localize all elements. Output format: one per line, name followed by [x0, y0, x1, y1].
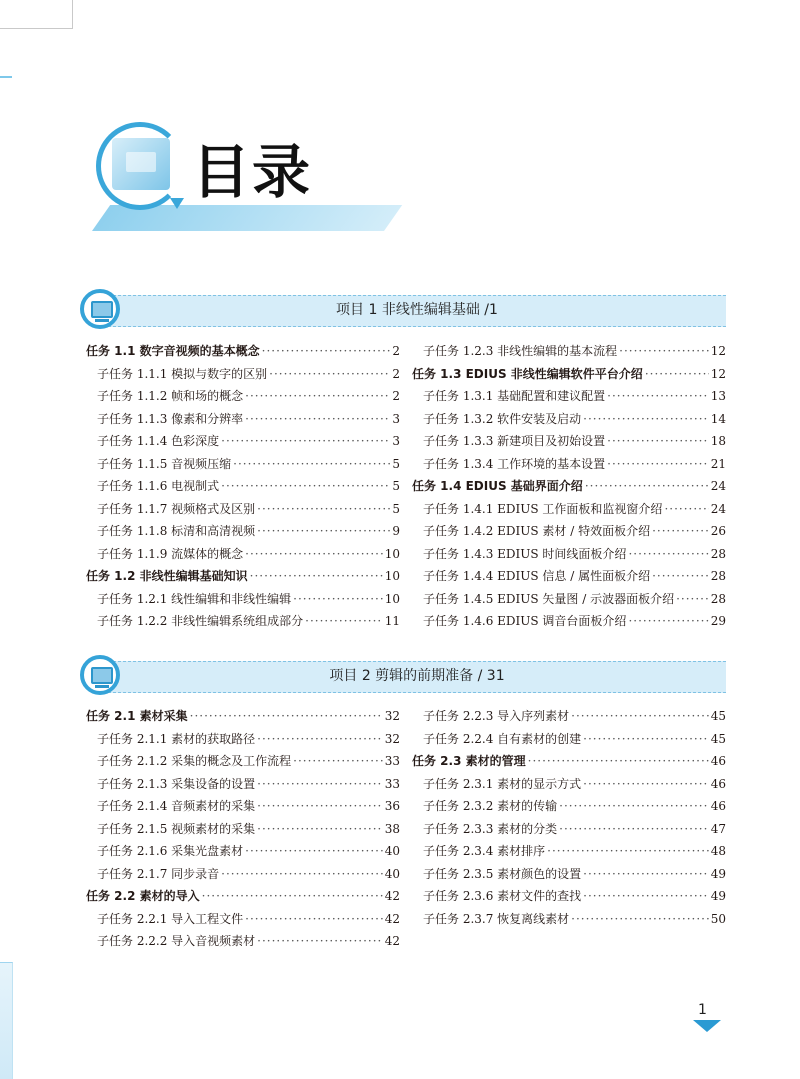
- toc-subtask-entry[interactable]: [412, 908, 726, 931]
- title-block: [92, 120, 392, 235]
- leader-dots: [583, 863, 709, 886]
- toc-page-number: 32: [384, 731, 400, 746]
- computer-icon: [80, 655, 120, 695]
- toc-entry-label: 子任务 2.1.4 音频素材的采集: [97, 799, 256, 813]
- leader-dots: [293, 750, 383, 773]
- toc-page-number: 18: [710, 434, 726, 448]
- toc-entry-label: 子任务 2.3.1 素材的显示方式: [423, 776, 582, 791]
- toc-subtask-entry[interactable]: [86, 385, 400, 408]
- leader-dots: [293, 588, 383, 611]
- toc-subtask-entry[interactable]: [86, 818, 400, 841]
- toc-page-number: 10: [384, 591, 400, 606]
- leader-dots: [607, 385, 709, 408]
- toc-entry-label: 子任务 1.1.2 帧和场的概念: [97, 389, 244, 403]
- toc-subtask-entry[interactable]: [86, 588, 400, 611]
- toc-page-number: 5: [392, 501, 400, 516]
- toc-page-number: 12: [710, 366, 726, 381]
- project-1-right-column: [412, 340, 726, 633]
- toc-entry-label: 子任务 1.1.5 音视频压缩: [97, 456, 232, 471]
- leader-dots: [257, 930, 383, 953]
- leader-dots: [202, 885, 383, 908]
- leader-dots: [607, 430, 709, 453]
- toc-entry-label: 任务 2.1 素材采集: [86, 709, 188, 723]
- toc-subtask-entry[interactable]: [412, 795, 726, 818]
- toc-subtask-entry[interactable]: [86, 863, 400, 886]
- toc-subtask-entry[interactable]: [86, 520, 400, 543]
- leader-dots: [607, 453, 709, 476]
- toc-page-number: 10: [384, 569, 400, 583]
- toc-page-number: 3: [392, 411, 400, 426]
- toc-entry-label: 任务 1.3 EDIUS 非线性编辑软件平台介绍: [412, 366, 643, 381]
- toc-entry-label: 任务 1.4 EDIUS 基础界面介绍: [412, 479, 583, 493]
- toc-entry-label: 子任务 2.2.1 导入工程文件: [97, 911, 244, 926]
- toc-entry-label: 子任务 2.3.4 素材排序: [423, 844, 546, 858]
- leader-dots: [571, 908, 709, 931]
- leader-dots: [250, 565, 383, 588]
- toc-subtask-entry[interactable]: [86, 795, 400, 818]
- toc-entry-label: 子任务 2.2.4 自有素材的创建: [423, 731, 582, 746]
- toc-subtask-entry[interactable]: [412, 453, 726, 476]
- toc-subtask-entry[interactable]: [412, 840, 726, 863]
- toc-entry-label: 任务 2.3 素材的管理: [412, 754, 526, 768]
- leader-dots: [559, 795, 709, 818]
- toc-subtask-entry[interactable]: [86, 840, 400, 863]
- toc-subtask-entry[interactable]: [86, 408, 400, 431]
- side-tab-decoration: [0, 962, 13, 1079]
- toc-entry-label: 子任务 1.1.8 标清和高清视频: [97, 524, 256, 538]
- toc-entry-label: 子任务 2.3.2 素材的传输: [423, 799, 558, 813]
- toc-subtask-entry[interactable]: [86, 750, 400, 773]
- toc-entry-label: 子任务 2.1.6 采集光盘素材: [97, 844, 244, 858]
- toc-page-number: 21: [710, 456, 726, 471]
- leader-dots: [190, 705, 383, 728]
- leader-dots: [221, 475, 390, 498]
- toc-page-number: 12: [710, 344, 726, 358]
- page-arrow-icon: [693, 1020, 721, 1032]
- leader-dots: [652, 565, 709, 588]
- toc-subtask-entry[interactable]: [412, 773, 726, 796]
- toc-page-number: 5: [392, 456, 400, 471]
- toc-entry-label: 子任务 1.2.1 线性编辑和非线性编辑: [97, 591, 292, 606]
- leader-dots: [619, 340, 709, 363]
- toc-entry-label: 子任务 1.4.1 EDIUS 工作面板和监视窗介绍: [423, 501, 663, 516]
- toc-task-entry[interactable]: [86, 565, 400, 588]
- leader-dots: [257, 498, 390, 521]
- toc-entry-label: 子任务 1.3.4 工作环境的基本设置: [423, 456, 606, 471]
- toc-page-number: 46: [710, 754, 726, 768]
- margin-tick: [0, 76, 12, 78]
- project-1-left-column: [86, 340, 400, 633]
- toc-entry-label: 子任务 1.4.5 EDIUS 矢量图 / 示波器面板介绍: [423, 591, 675, 606]
- computer-icon: [80, 289, 120, 329]
- toc-page-number: 45: [710, 709, 726, 723]
- project-2-header: [80, 655, 726, 695]
- toc-task-entry[interactable]: [412, 475, 726, 498]
- toc-subtask-entry[interactable]: [86, 908, 400, 931]
- leader-dots: [571, 705, 709, 728]
- toc-page-number: 32: [384, 709, 400, 723]
- toc-entry-label: 子任务 1.4.6 EDIUS 调音台面板介绍: [423, 614, 627, 628]
- leader-dots: [257, 818, 383, 841]
- toc-subtask-entry[interactable]: [412, 498, 726, 521]
- leader-dots: [652, 520, 709, 543]
- toc-page-number: 49: [710, 866, 726, 881]
- toc-subtask-entry[interactable]: [86, 475, 400, 498]
- toc-entry-label: 子任务 2.3.5 素材颜色的设置: [423, 866, 582, 881]
- toc-entry-label: 子任务 1.4.4 EDIUS 信息 / 属性面板介绍: [423, 569, 651, 583]
- toc-entry-label: 子任务 1.4.3 EDIUS 时间线面板介绍: [423, 546, 627, 561]
- toc-subtask-entry[interactable]: [86, 728, 400, 751]
- toc-task-entry[interactable]: [412, 750, 726, 773]
- toc-page-number: 28: [710, 546, 726, 561]
- toc-page-number: 26: [710, 524, 726, 538]
- toc-subtask-entry[interactable]: [86, 773, 400, 796]
- leader-dots: [262, 340, 391, 363]
- leader-dots: [245, 840, 383, 863]
- toc-page-number: 46: [710, 799, 726, 813]
- toc-page-number: 5: [392, 479, 400, 493]
- toc-subtask-entry[interactable]: [86, 498, 400, 521]
- toc-entry-label: 子任务 1.3.2 软件安装及启动: [423, 411, 582, 426]
- leader-dots: [664, 498, 708, 521]
- leader-dots: [583, 408, 709, 431]
- toc-page-number: 48: [710, 844, 726, 858]
- toc-entry-label: 子任务 1.3.3 新建项目及初始设置: [423, 434, 606, 448]
- toc-subtask-entry[interactable]: [412, 520, 726, 543]
- toc-task-entry[interactable]: [86, 885, 400, 908]
- toc-entry-label: 子任务 2.3.7 恢复离线素材: [423, 911, 570, 926]
- leader-dots: [305, 610, 383, 633]
- leader-dots: [245, 408, 390, 431]
- toc-page-number: 28: [710, 569, 726, 583]
- toc-subtask-entry[interactable]: [86, 430, 400, 453]
- toc-subtask-entry[interactable]: [86, 610, 400, 633]
- toc-page-number: 50: [710, 911, 726, 926]
- toc-task-entry[interactable]: [86, 340, 400, 363]
- toc-page-number: 3: [392, 434, 400, 448]
- toc-task-entry[interactable]: [86, 705, 400, 728]
- toc-subtask-entry[interactable]: [412, 610, 726, 633]
- leader-dots: [547, 840, 709, 863]
- toc-subtask-entry[interactable]: [86, 453, 400, 476]
- leader-dots: [245, 543, 383, 566]
- toc-page-number: 47: [710, 821, 726, 836]
- leader-dots: [221, 430, 390, 453]
- toc-page-number: 33: [384, 776, 400, 791]
- toc-entry-label: 子任务 2.2.2 导入音视频素材: [97, 934, 256, 948]
- ring-arrow-icon: [170, 198, 184, 209]
- toc-entry-label: 子任务 1.1.1 模拟与数字的区别: [97, 366, 268, 381]
- project-2-left-column: [86, 705, 400, 953]
- toc-entry-label: 子任务 2.1.3 采集设备的设置: [97, 776, 256, 791]
- toc-subtask-entry[interactable]: [412, 588, 726, 611]
- toc-subtask-entry[interactable]: [412, 340, 726, 363]
- corner-frame: [0, 0, 73, 29]
- toc-subtask-entry[interactable]: [412, 408, 726, 431]
- leader-dots: [676, 588, 709, 611]
- toc-subtask-entry[interactable]: [412, 543, 726, 566]
- toc-page-number: 36: [384, 799, 400, 813]
- toc-page-number: 42: [384, 934, 400, 948]
- leader-dots: [257, 520, 390, 543]
- leader-dots: [583, 728, 709, 751]
- toc-entry-label: 子任务 2.2.3 导入序列素材: [423, 709, 570, 723]
- toc-page-number: 24: [710, 479, 726, 493]
- toc-entry-label: 子任务 1.1.4 色彩深度: [97, 434, 220, 448]
- toc-entry-label: 子任务 2.1.1 素材的获取路径: [97, 731, 256, 746]
- leader-dots: [257, 728, 383, 751]
- toc-entry-label: 子任务 2.1.7 同步录音: [97, 866, 220, 881]
- toc-page-number: 11: [384, 614, 400, 628]
- toc-entry-label: 子任务 2.3.6 素材文件的查找: [423, 889, 582, 903]
- toc-page-number: 49: [710, 889, 726, 903]
- leader-dots: [245, 908, 383, 931]
- toc-task-entry[interactable]: [412, 363, 726, 386]
- toc-entry-label: 子任务 1.1.9 流媒体的概念: [97, 546, 244, 561]
- toc-page-number: 42: [384, 889, 400, 903]
- leader-dots: [583, 773, 709, 796]
- toc-entry-label: 子任务 2.1.2 采集的概念及工作流程: [97, 754, 292, 768]
- toc-entry-label: 任务 1.1 数字音视频的基本概念: [86, 344, 260, 358]
- toc-page-number: 40: [384, 866, 400, 881]
- leader-dots: [269, 363, 390, 386]
- toc-subtask-entry[interactable]: [412, 430, 726, 453]
- project-2-right-column: [412, 705, 726, 930]
- toc-page-number: 24: [710, 501, 726, 516]
- toc-page-number: 10: [384, 546, 400, 561]
- toc-page-number: 2: [392, 389, 400, 403]
- toc-entry-label: 任务 2.2 素材的导入: [86, 889, 200, 903]
- leader-dots: [257, 795, 383, 818]
- toc-page-number: 29: [710, 614, 726, 628]
- toc-entry-label: 任务 1.2 非线性编辑基础知识: [86, 569, 248, 583]
- leader-dots: [645, 363, 709, 386]
- page-title: 目录: [192, 138, 313, 206]
- leader-dots: [221, 863, 383, 886]
- project-2-title: 项目 2 剪辑的前期准备 / 31: [329, 668, 505, 684]
- leader-dots: [559, 818, 709, 841]
- toc-entry-label: 子任务 1.1.7 视频格式及区别: [97, 501, 256, 516]
- leader-dots: [585, 475, 709, 498]
- page-number: 1: [698, 1002, 707, 1018]
- toc-entry-label: 子任务 2.1.5 视频素材的采集: [97, 821, 256, 836]
- leader-dots: [245, 385, 390, 408]
- toc-subtask-entry[interactable]: [412, 885, 726, 908]
- toc-page-number: 42: [384, 911, 400, 926]
- project-1-header: [80, 289, 726, 329]
- toc-page-number: 13: [710, 389, 726, 403]
- toc-subtask-entry[interactable]: [412, 863, 726, 886]
- toc-subtask-entry[interactable]: [412, 818, 726, 841]
- leader-dots: [628, 610, 708, 633]
- monitor-icon: [112, 138, 170, 190]
- toc-subtask-entry[interactable]: [86, 363, 400, 386]
- toc-subtask-entry[interactable]: [412, 565, 726, 588]
- toc-page-number: 46: [710, 776, 726, 791]
- leader-dots: [233, 453, 390, 476]
- toc-page-number: 33: [384, 754, 400, 768]
- toc-entry-label: 子任务 1.4.2 EDIUS 素材 / 特效面板介绍: [423, 524, 651, 538]
- leader-dots: [257, 773, 383, 796]
- toc-entry-label: 子任务 1.1.6 电视制式: [97, 479, 220, 493]
- toc-page-number: 40: [384, 844, 400, 858]
- toc-subtask-entry[interactable]: [412, 385, 726, 408]
- toc-entry-label: 子任务 1.2.2 非线性编辑系统组成部分: [97, 614, 304, 628]
- toc-page-number: 14: [710, 411, 726, 426]
- toc-page-number: 9: [392, 524, 400, 538]
- toc-subtask-entry[interactable]: [412, 705, 726, 728]
- toc-subtask-entry[interactable]: [412, 728, 726, 751]
- toc-page-number: 2: [392, 366, 400, 381]
- toc-subtask-entry[interactable]: [86, 930, 400, 953]
- leader-dots: [628, 543, 708, 566]
- toc-page-number: 38: [384, 821, 400, 836]
- toc-subtask-entry[interactable]: [86, 543, 400, 566]
- toc-entry-label: 子任务 1.1.3 像素和分辨率: [97, 411, 244, 426]
- toc-entry-label: 子任务 1.3.1 基础配置和建议配置: [423, 389, 606, 403]
- leader-dots: [528, 750, 709, 773]
- project-1-title: 项目 1 非线性编辑基础 /1: [336, 302, 498, 318]
- toc-entry-label: 子任务 2.3.3 素材的分类: [423, 821, 558, 836]
- leader-dots: [583, 885, 709, 908]
- toc-page-number: 45: [710, 731, 726, 746]
- toc-entry-label: 子任务 1.2.3 非线性编辑的基本流程: [423, 344, 618, 358]
- toc-page-number: 2: [392, 344, 400, 358]
- toc-page-number: 28: [710, 591, 726, 606]
